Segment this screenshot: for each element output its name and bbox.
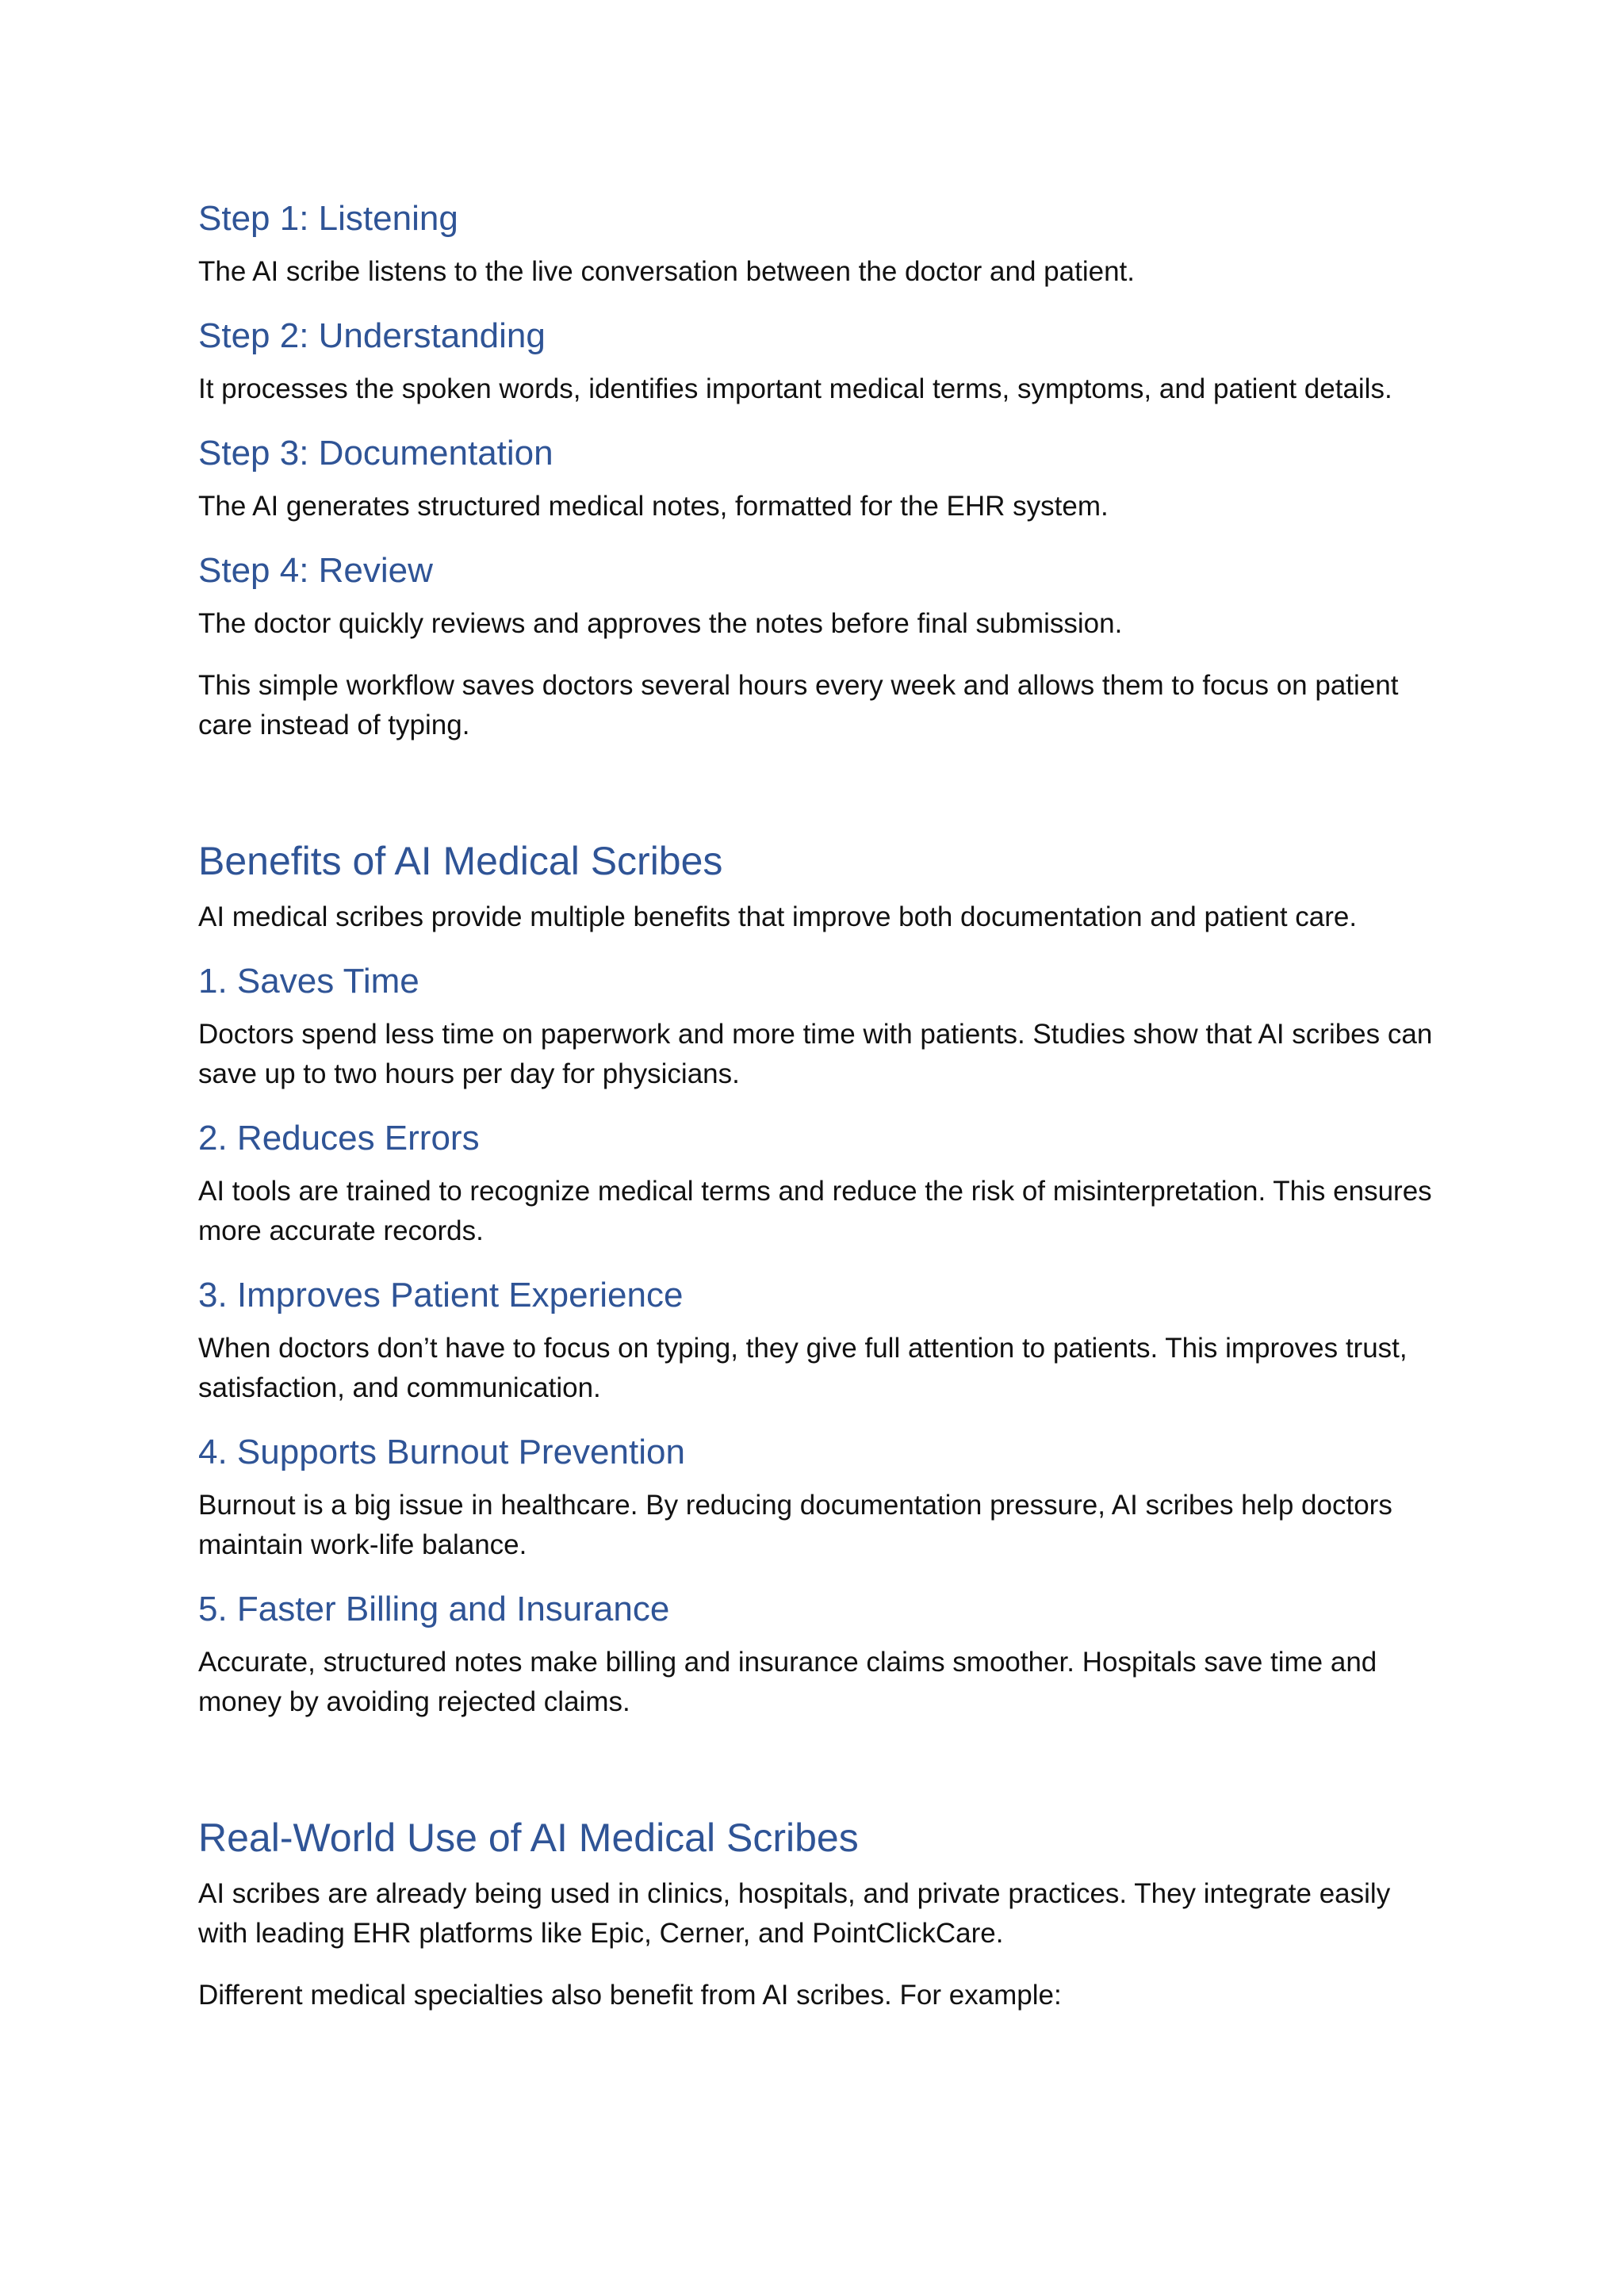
benefit-4-heading: 4. Supports Burnout Prevention: [198, 1433, 685, 1471]
benefit-2-heading: 2. Reduces Errors: [198, 1119, 480, 1158]
real-world-title: Real-World Use of AI Medical Scribes: [198, 1816, 859, 1860]
benefits-title: Benefits of AI Medical Scribes: [198, 839, 723, 883]
step-4-heading: Step 4: Review: [198, 551, 433, 590]
step-3-text: The AI generates structured medical notes, formatted for the EHR system.: [198, 491, 1109, 522]
benefit-3-heading: 3. Improves Patient Experience: [198, 1276, 684, 1314]
step-2-text: It processes the spoken words, identifies important medical terms, symptoms, and patient details.: [198, 373, 1392, 404]
document-page: [198, 197, 1435, 2038]
real-world-paragraph-1: AI scribes are already being used in clinics, hospitals, and private practices. They integrate easily with leading EHR platforms like Epic, Cerner, and PointClickCare.: [198, 1878, 1391, 1949]
benefits-intro: AI medical scribes provide multiple benefits that improve both documentation and patient care.: [198, 901, 1358, 932]
step-3-heading: Step 3: Documentation: [198, 434, 553, 473]
benefit-2-text: AI tools are trained to recognize medical terms and reduce the risk of misinterpretation. This ensures more accurate records.: [198, 1176, 1432, 1246]
benefits-section: [198, 836, 1435, 1722]
step-4-text: The doctor quickly reviews and approves the notes before final submission.: [198, 608, 1123, 639]
benefit-1-heading: 1. Saves Time: [198, 962, 419, 1001]
benefit-5-text: Accurate, structured notes make billing and insurance claims smoother. Hospitals save time and money by avoiding rejected claims.: [198, 1647, 1377, 1717]
benefit-1-text: Doctors spend less time on paperwork and more time with patients. Studies show that AI scribes can save up to two hours per day for physicians.: [198, 1019, 1433, 1089]
step-2-heading: Step 2: Understanding: [198, 316, 546, 355]
benefit-5-heading: 5. Faster Billing and Insurance: [198, 1590, 670, 1628]
step-1-heading: Step 1: Listening: [198, 199, 458, 238]
step-1-text: The AI scribe listens to the live conversation between the doctor and patient.: [198, 256, 1135, 287]
real-world-section: [198, 1812, 1435, 2015]
workflow-steps: [198, 197, 1435, 745]
section-spacer: [198, 1744, 1435, 1812]
workflow-summary: This simple workflow saves doctors several hours every week and allows them to focus on patient care instead of typing.: [198, 670, 1399, 740]
benefit-3-text: When doctors don’t have to focus on typing, they give full attention to patients. This improves trust, satisfaction, and communication.: [198, 1333, 1408, 1403]
section-spacer: [198, 767, 1435, 836]
real-world-paragraph-2: Different medical specialties also benefit from AI scribes. For example:: [198, 1980, 1062, 2011]
benefit-4-text: Burnout is a big issue in healthcare. By reducing documentation pressure, AI scribes help doctors maintain work-life balance.: [198, 1490, 1392, 1560]
